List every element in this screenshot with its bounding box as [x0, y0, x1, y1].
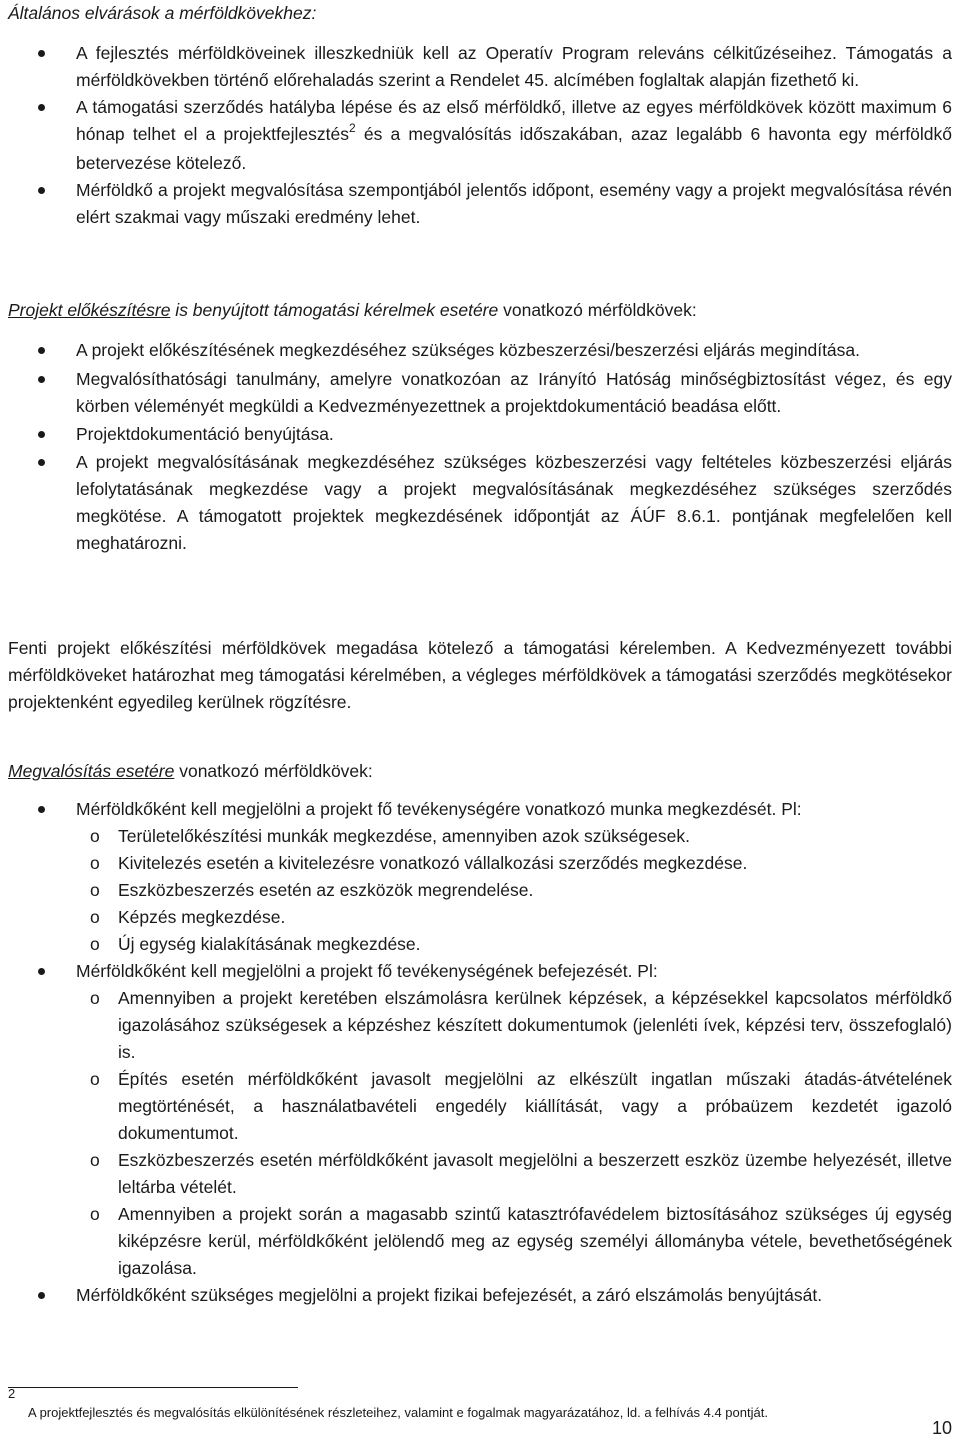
implementation-milestones-list: [0, 796, 952, 1309]
general-requirements-list: [0, 40, 952, 231]
sub-list-item: o Területelőkészítési munkák megkezdése, amennyiben azok szükségesek.: [76, 823, 952, 850]
list-item: A támogatási szerződés hatályba lépése és az első mérföldkő, illetve az egyes mérföldkövek között maximum 6 hónap telhet el a projektfejlesztés$^2$ és a megvalósítás időszakában, azaz legalább 6 havonta egy mérföldkő betervezése kötelező.: [0, 94, 952, 177]
preparation-milestones-heading: Projekt előkészítésre is benyújtott támogatási kérelmek esetére vonatkozó mérföldkövek:: [8, 300, 697, 320]
list-item: A fejlesztés mérföldköveinek illeszkedniük kell az Operatív Program releváns célkitűzéseihez. Támogatás a mérföldkövekben történő előrehaladás szerint a Rendelet 45. alcímében foglaltak alapján fizethető ki.: [0, 40, 952, 94]
footnote-separator: [8, 1387, 298, 1388]
list-item: Mérföldkőként szükséges megjelölni a projekt fizikai befejezését, a záró elszámolás benyújtását.: [0, 1282, 952, 1309]
implementation-milestones-heading: Megvalósítás esetére vonatkozó mérföldkövek:: [8, 761, 373, 781]
preparation-milestones-list: [0, 337, 952, 557]
sub-list-item: o Képzés megkezdése.: [76, 904, 952, 931]
sub-list: [76, 985, 952, 1282]
footnote-reference: 2: [348, 121, 356, 135]
sub-list-item: o Amennyiben a projekt keretében elszámolásra kerülnek képzések, a képzésekkel kapcsolatos mérföldkő igazolásához szükségesek a képzéshez készített dokumentumok (jelenléti ívek, képzési terv, összefoglaló) is.: [76, 985, 952, 1066]
sub-list-item: o Új egység kialakításának megkezdése.: [76, 931, 952, 958]
sub-list-item: o Építés esetén mérföldkőként javasolt megjelölni az elkészült ingatlan műszaki átadás-átvételének megtörténését, a használatbavételi engedély kiállítását, vagy a próbaüzem kezdetét igazoló dokumentumot.: [76, 1066, 952, 1147]
list-item: A projekt megvalósításának megkezdéséhez szükséges közbeszerzési vagy feltételes közbeszerzési eljárás lefolytatásának megkezdése vagy a projekt megvalósításának megkezdéséhez szükséges szerződés megkötése. A támogatott projektek megkezdésének időpontját az ÁÚF 8.6.1. pontjának megfelelően kell meghatározni.: [0, 449, 952, 557]
footnote-marker: 2: [8, 1386, 16, 1401]
sub-list-item: o Eszközbeszerzés esetén mérföldkőként javasolt megjelölni a beszerzett eszköz üzembe helyezését, illetve leltárba vételét.: [76, 1147, 952, 1201]
list-item: A projekt előkészítésének megkezdéséhez szükséges közbeszerzési/beszerzési eljárás megindítása.: [0, 337, 952, 364]
preparation-note-paragraph: Fenti projekt előkészítési mérföldkövek megadása kötelező a támogatási kérelemben. A Kedvezményezett további mérföldköveket határozhat meg támogatási kérelmében, a végleges mérföldkövek a támogatási szerződés megkötésekor projektenként egyedileg kerülnek rögzítésre.: [8, 638, 952, 712]
footnote-text: A projektfejlesztés és megvalósítás elkülönítésének részleteihez, valamint e fogalmak magyarázatához, ld. a felhívás 4.4 pontját.: [28, 1405, 768, 1420]
sub-list: [76, 823, 952, 958]
page-number: 10: [931, 1418, 952, 1438]
sub-list-item: o Eszközbeszerzés esetén az eszközök megrendelése.: [76, 877, 952, 904]
list-item: Megvalósíthatósági tanulmány, amelyre vonatkozóan az Irányító Hatóság minőségbiztosítást végez, és egy körben véleményét megküldi a Kedvezményezettnek a projektdokumentáció beadása előtt.: [0, 366, 952, 420]
list-item: Mérföldkőként kell megjelölni a projekt fő tevékenységére vonatkozó munka megkezdését. Pl: o Területelőkészítési munkák megkezdése, amennyiben azok szükségesek. o Kivitelezés esetén a kivitelezésre vonatkozó vállalkozási szerződés megkezdése. o Eszközbeszerzés esetén az eszközök megrendelése. o Képzés megkezdése. o Új egység kialakításának megkezdése.: [0, 796, 952, 958]
list-item: Projektdokumentáció benyújtása.: [0, 421, 952, 448]
list-item: Mérföldkőként kell megjelölni a projekt fő tevékenységének befejezését. Pl: o Amennyiben a projekt keretében elszámolásra kerülnek képzések, a képzésekkel kapcsolatos mérföldkő igazolásához szükségesek a képzéshez készített dokumentumok (jelenléti ívek, képzési terv, összefoglaló) is. o Építés esetén mérföldkőként javasolt megjelölni az elkészült ingatlan műszaki átadás-átvételének megtörténését, a használatbavételi engedély kiállítását, vagy a próbaüzem kezdetét igazoló dokumentumot. o Eszközbeszerzés esetén mérföldkőként javasolt megjelölni a beszerzett eszköz üzembe helyezését, illetve leltárba vételét. o Amennyiben a projekt során a magasabb szintű katasztrófavédelem biztosításához szükséges új egység kiképzésre kerül, mérföldkőként jelölendő meg az egység személyi állományba vétele, bevethetőségének igazolása.: [0, 958, 952, 1282]
sub-list-item: o Kivitelezés esetén a kivitelezésre vonatkozó vállalkozási szerződés megkezdése.: [76, 850, 952, 877]
sub-list-item: o Amennyiben a projekt során a magasabb szintű katasztrófavédelem biztosításához szükséges új egység kiképzésre kerül, mérföldkőként jelölendő meg az egység személyi állományba vétele, bevethetőségének igazolása.: [76, 1201, 952, 1282]
general-requirements-heading: Általános elvárások a mérföldkövekhez:: [8, 3, 317, 23]
list-item: Mérföldkő a projekt megvalósítása szempontjából jelentős időpont, esemény vagy a projekt megvalósítása révén elért szakmai vagy műszaki eredmény lehet.: [0, 177, 952, 231]
